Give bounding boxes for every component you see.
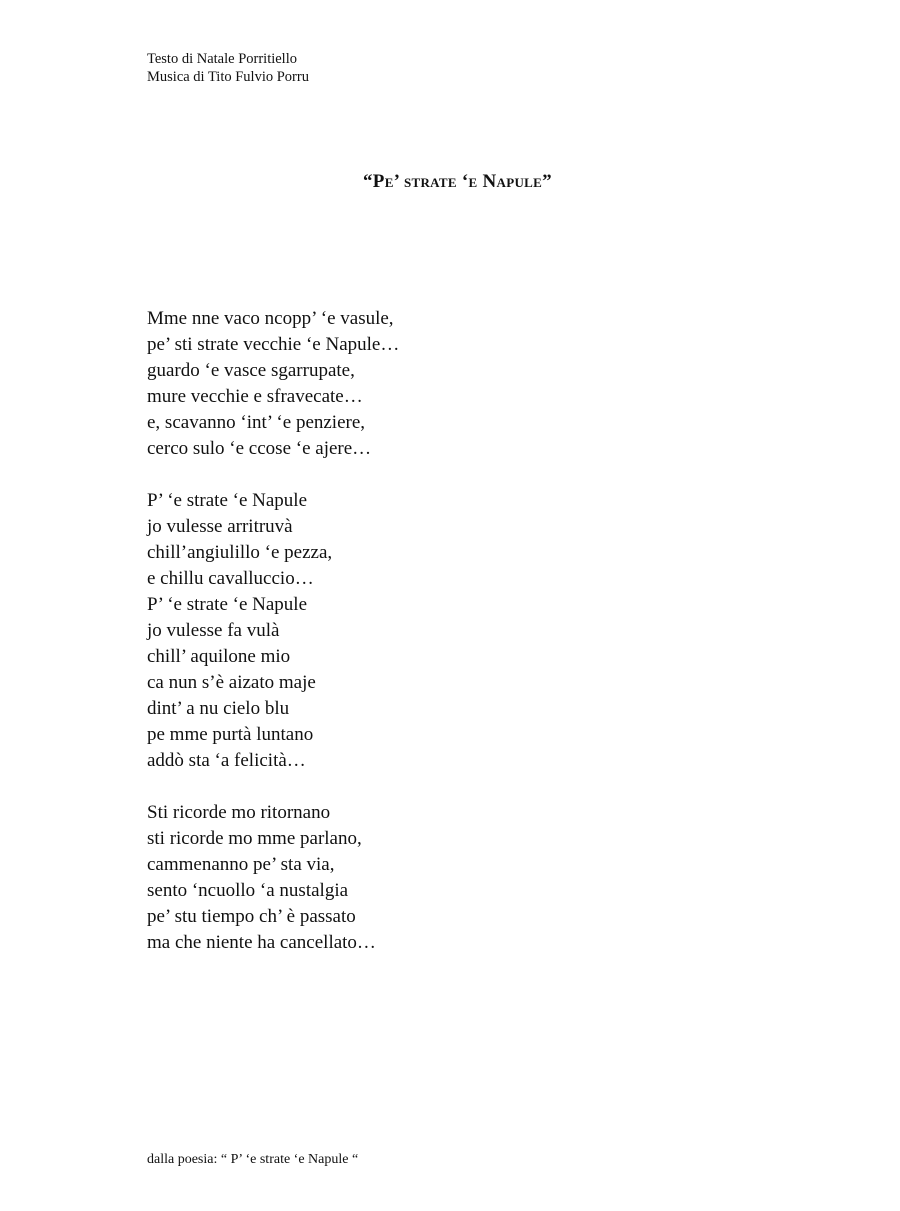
stanza-1 [147, 306, 399, 462]
poem-line: P’ ‘e strate ‘e Napule [147, 490, 308, 511]
song-title [363, 171, 552, 193]
poem-line: jo vulesse arritruvà [147, 516, 293, 537]
music-credit: Musica di Tito Fulvio Porru [147, 69, 309, 85]
poem-line: e, scavanno ‘int’ ‘e penziere, [147, 412, 366, 433]
stanza-3 [147, 800, 399, 956]
poem-line: guardo ‘e vasce sgarrupate, [147, 360, 355, 381]
poem-line: cerco sulo ‘e ccose ‘e ajere… [147, 438, 372, 459]
poem-line: chill’angiulillo ‘e pezza, [147, 542, 333, 563]
poem-line: sento ‘ncuollo ‘a nustalgia [147, 880, 349, 901]
poem-line: jo vulesse fa vulà [147, 620, 280, 641]
poem-body [147, 306, 399, 982]
stanza-2 [147, 488, 399, 774]
song-title-text: “Pe’ strate ‘e Napule” [363, 171, 552, 192]
poem-line: cammenanno pe’ sta via, [147, 854, 335, 875]
poem-line: Sti ricorde mo ritornano [147, 802, 331, 823]
poem-line: addò sta ‘a felicità… [147, 750, 306, 771]
poem-line: pe’ sti strate vecchie ‘e Napule… [147, 334, 400, 355]
poem-line: Mme nne vaco ncopp’ ‘e vasule, [147, 308, 394, 329]
poem-line: ma che niente ha cancellato… [147, 932, 376, 953]
poem-line: pe’ stu tiempo ch’ è passato [147, 906, 356, 927]
poem-line: chill’ aquilone mio [147, 646, 291, 667]
poem-line: P’ ‘e strate ‘e Napule [147, 594, 308, 615]
poem-line: mure vecchie e sfravecate… [147, 386, 363, 407]
source-note: dalla poesia: “ P’ ‘e strate ‘e Napule “ [147, 1152, 359, 1167]
poem-line: pe mme purtà luntano [147, 724, 314, 745]
poem-line: ca nun s’è aizato maje [147, 672, 316, 693]
poem-line: dint’ a nu cielo blu [147, 698, 290, 719]
credits [147, 50, 309, 86]
poem-line: sti ricorde mo mme parlano, [147, 828, 362, 849]
poem-line: e chillu cavalluccio… [147, 568, 314, 589]
lyrics-credit: Testo di Natale Porritiello [147, 51, 297, 67]
